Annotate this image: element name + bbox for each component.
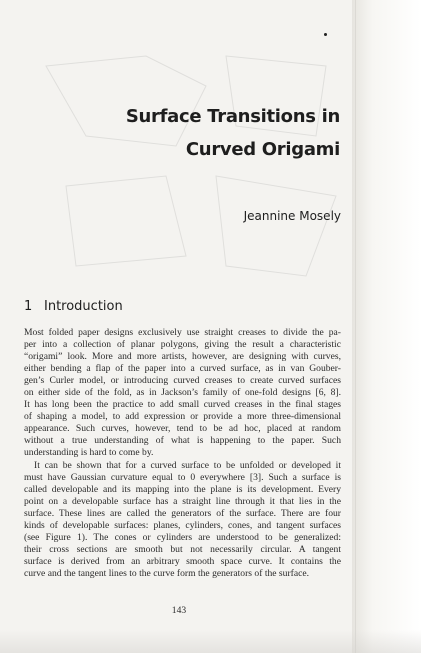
text-line: kinds of developable surfaces: planes, cylinders, cones, and tangent surfaces <box>24 520 341 531</box>
page-gutter-shading <box>352 0 421 653</box>
text-line: understanding is hard to come by. <box>24 447 154 458</box>
text-line: per into a collection of planar polygons, giving the result a characteristic <box>24 339 341 350</box>
text-line: of shaping a model, to add expression or provide a more three-dimensional <box>24 411 341 422</box>
text-line: must have Gaussian curvature equal to 0 everywhere [3]. Such a surface is <box>24 472 341 483</box>
text-line: surface. These lines are called the generators of the surface. There are four <box>24 508 341 519</box>
text-line: their cross sections are smooth but not necessarily circular. A tangent <box>24 544 341 555</box>
text-line: (see Figure 1). The cones or cylinders are understood to be generalized: <box>24 532 341 543</box>
author-name: Jeannine Mosely <box>243 209 341 223</box>
text-line: Most folded paper designs exclusively use straight creases to divide the pa- <box>24 327 341 338</box>
text-line: It can be shown that for a curved surface to be unfolded or developed it <box>34 460 341 471</box>
text-line: It has long been the practice to add small curved creases in the final stages <box>24 399 341 410</box>
text-line: either bending a flap of the paper into a curved surface, as in van Gouber- <box>24 363 341 374</box>
text-line: point on a developable surface has a straight line through it that lies in the <box>24 496 341 507</box>
ink-speck <box>324 33 327 36</box>
page-bottom-shadow <box>0 630 421 653</box>
section-heading <box>24 298 123 315</box>
text-line: without a true understanding of what is happening to the paper. Such <box>24 435 341 446</box>
text-line: “origami” look. More and more artists, however, are designing with curves, <box>24 351 341 362</box>
reverse-page-show-through <box>26 26 356 326</box>
section-title: Introduction <box>44 299 123 314</box>
text-line: surface is derived from an arbitrary smooth space curve. It contains the <box>24 556 341 567</box>
paper-title-line-1: Surface Transitions in <box>125 106 340 127</box>
text-line: gen’s Curler model, or introducing curved creases to create curved surfaces <box>24 375 341 386</box>
page-number: 143 <box>171 605 187 616</box>
text-line: called developable and its mapping into the plane is its development. Every <box>24 484 341 495</box>
text-line: appearance. Such curves, however, tend to be ad hoc, placed at random <box>24 423 341 434</box>
text-line: on either side of the fold, as in Jackson’s family of one-fold designs [6, 8]. <box>24 387 341 398</box>
section-number: 1 <box>24 299 33 314</box>
text-line: curve and the tangent lines to the curve form the generators of the surface. <box>24 568 310 579</box>
paper-title-line-2: Curved Origami <box>185 139 340 160</box>
